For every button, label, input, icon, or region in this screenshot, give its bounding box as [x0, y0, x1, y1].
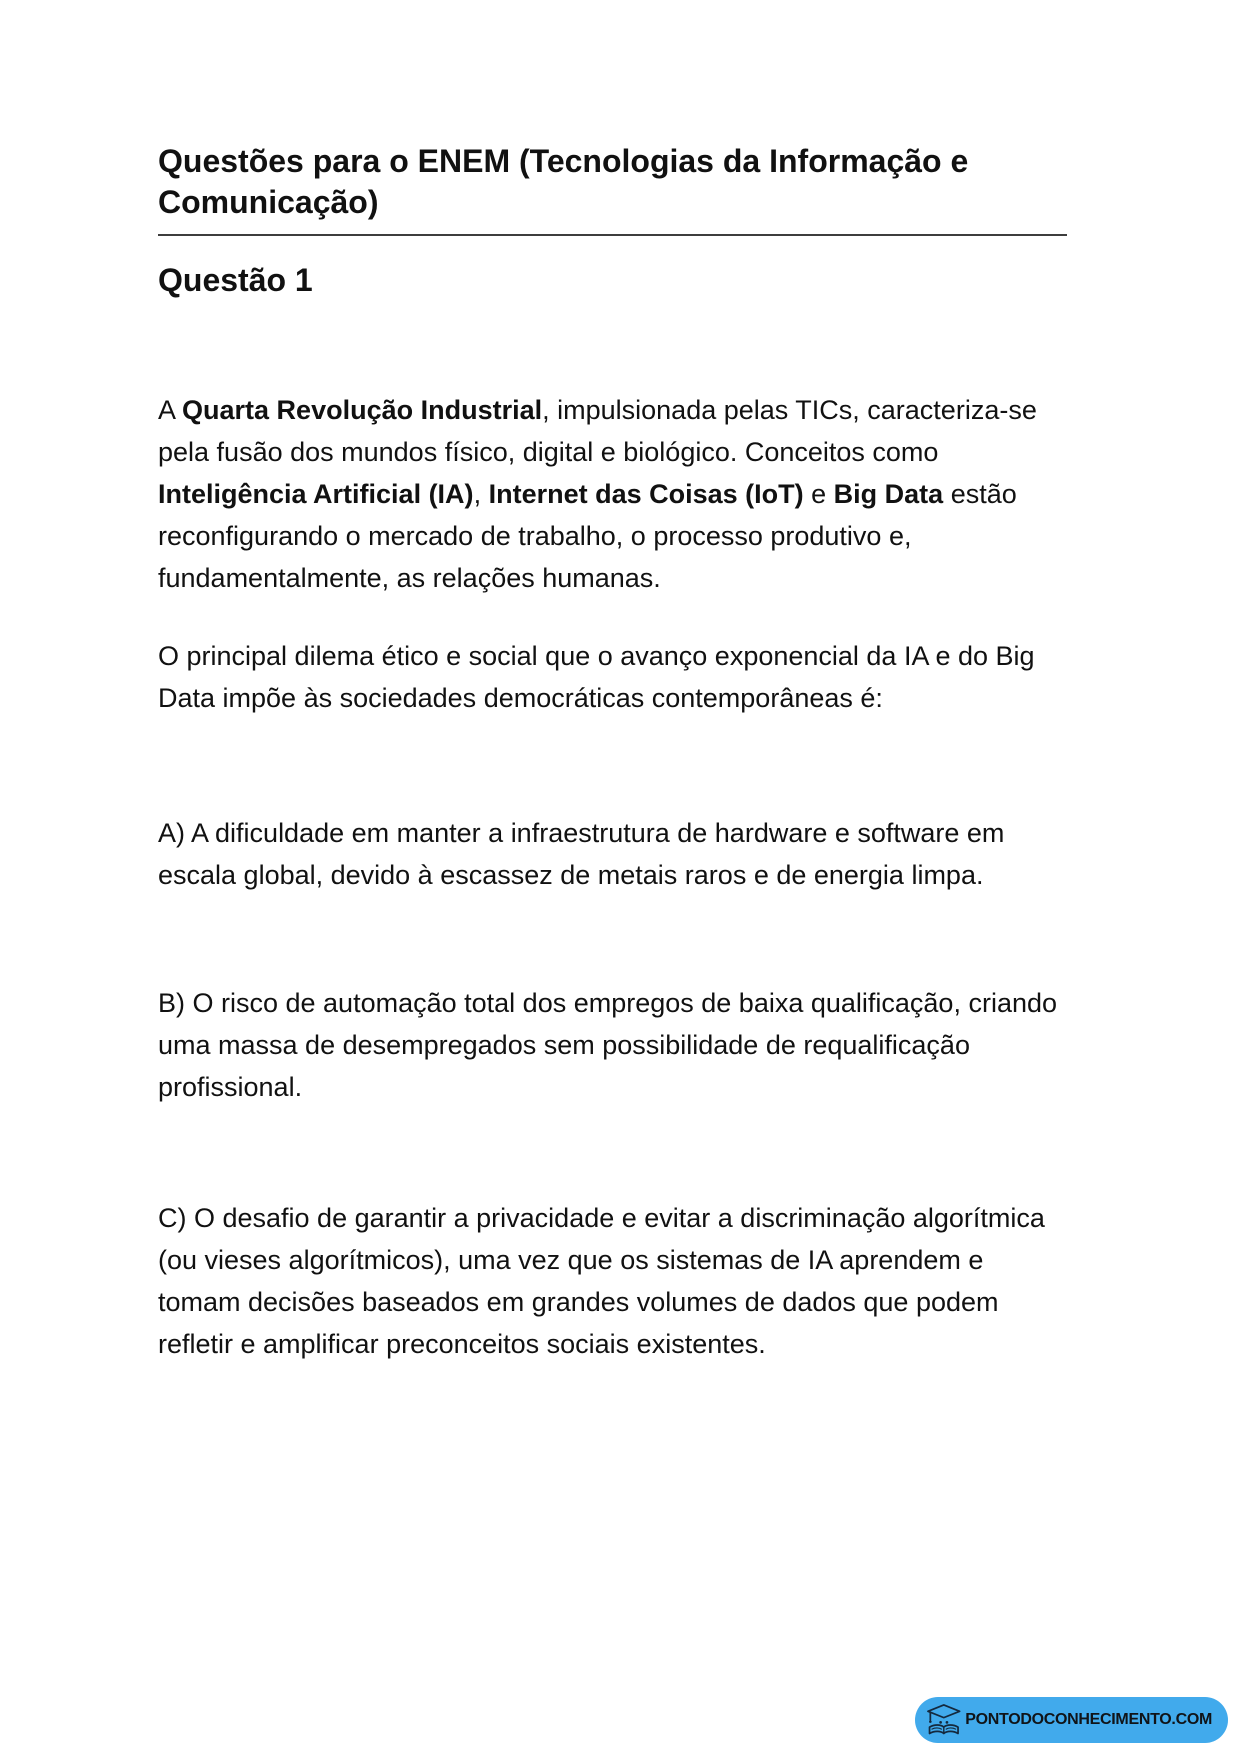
document-page [158, 0, 1067, 1365]
footer-brand-badge[interactable] [915, 1697, 1228, 1743]
page-title: Questões para o ENEM (Tecnologias da Informação e Comunicação) [158, 143, 969, 220]
brand-name: PONTODOCONHECIMENTO.COM [965, 1711, 1212, 1728]
option-b: B) O risco de automação total dos empregos de baixa qualificação, criando uma massa de desempregados sem possibilidade de requalificação profissional. [158, 988, 1058, 1102]
dilemma-paragraph: O principal dilema ético e social que o avanço exponencial da IA e do Big Data impõe às sociedades democráticas contemporâneas é: [158, 641, 1035, 713]
question-heading: Questão 1 [158, 262, 313, 298]
option-a: A) A dificuldade em manter a infraestrutura de hardware e software em escala global, devido à escassez de metais raros e de energia limpa. [158, 818, 1005, 890]
option-c: C) O desafio de garantir a privacidade e evitar a discriminação algorítmica (ou vieses algorítmicos), uma vez que os sistemas de IA aprendem e tomam decisões baseados em grandes volumes de dados que podem refletir e amplificar preconceitos sociais existentes. [158, 1203, 1045, 1359]
scholar-graduation-book-icon [924, 1701, 962, 1739]
title-divider [158, 234, 1067, 236]
intro-paragraph: A Quarta Revolução Industrial, impulsionada pelas TICs, caracteriza-se pela fusão dos mundos físico, digital e biológico. Conceitos como Inteligência Artificial (IA), Internet das Coisas (IoT) e Big Data estão reconfigurando o mercado de trabalho, o processo produtivo e, fundamentalmente, as relações humanas. [158, 395, 1037, 593]
